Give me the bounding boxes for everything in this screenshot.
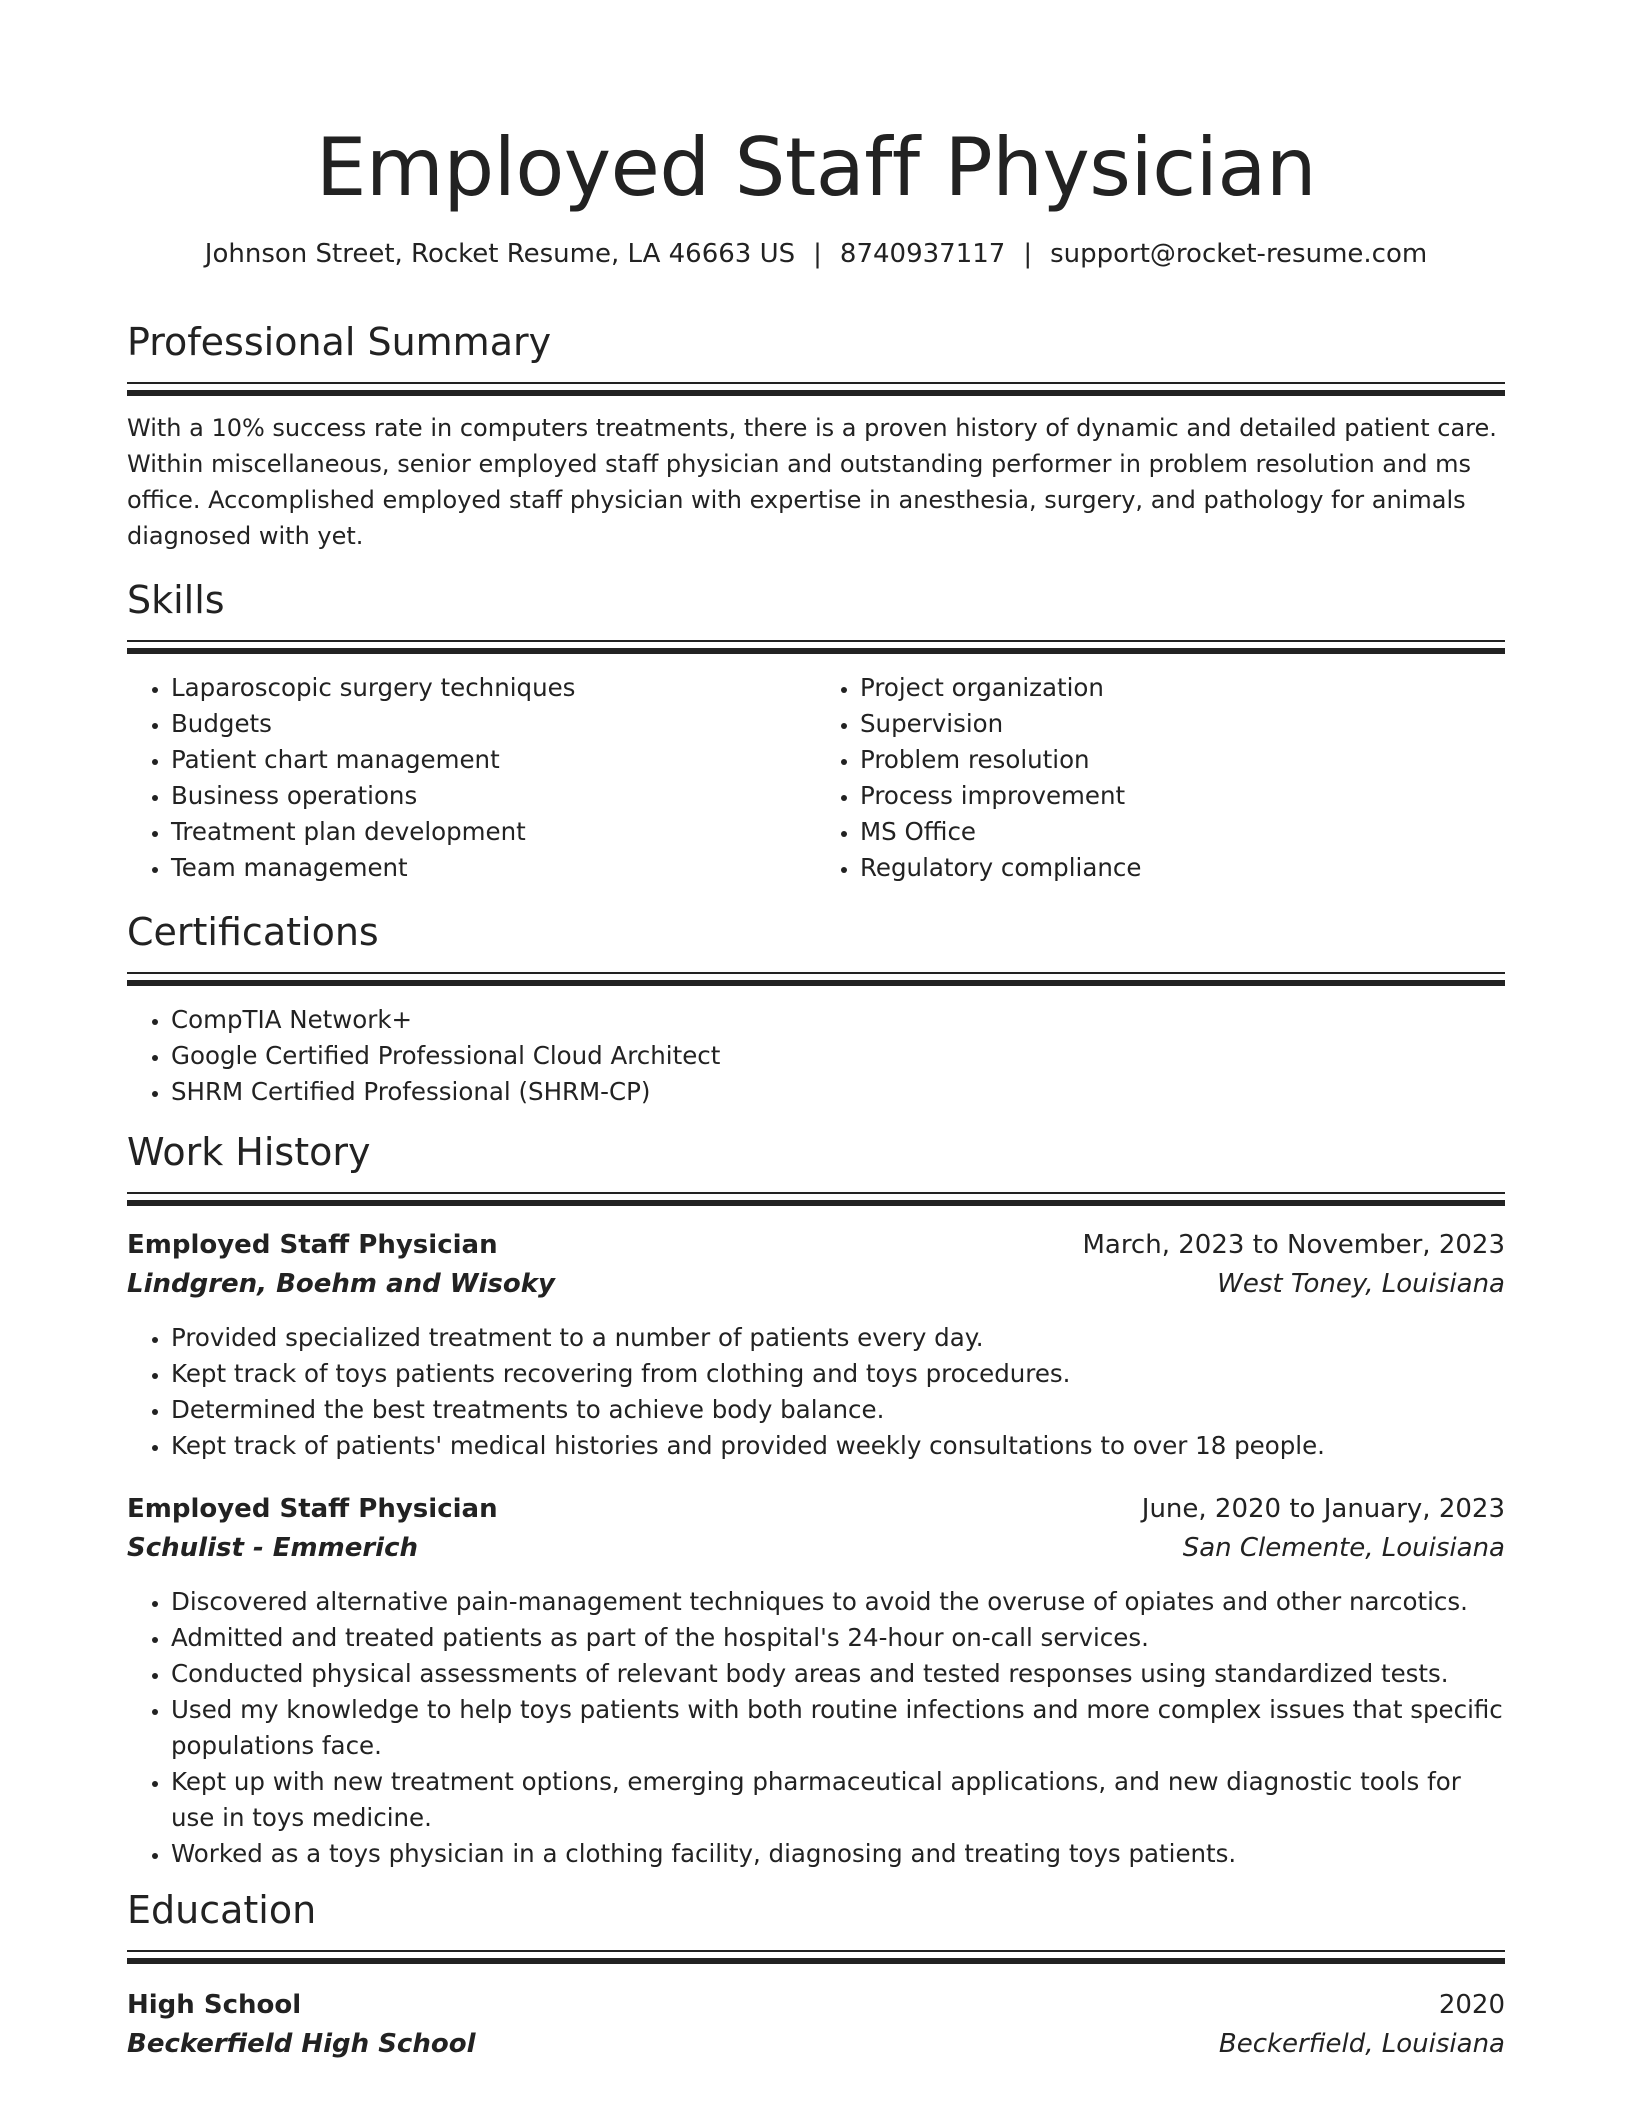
certification-item: • Google Certified Professional Cloud Architect: [171, 1038, 1505, 1074]
section-title-work: Work History: [127, 1130, 371, 1174]
job-bullet: • Kept track of patients' medical histories and provided weekly consultations to over 18 people.: [171, 1428, 1505, 1464]
skill-item: • Supervision: [860, 706, 1505, 742]
section-title-skills: Skills: [127, 578, 225, 622]
job-bullet: • Used my knowledge to help toys patients with both routine infections and more complex issues that specific populations face.: [171, 1692, 1505, 1764]
skill-item: • Laparoscopic surgery techniques: [171, 670, 816, 706]
job-dates: June, 2020 to January, 2023: [1141, 1494, 1505, 1524]
certifications-list: [127, 1002, 1505, 1110]
certification-item: • SHRM Certified Professional (SHRM-CP): [171, 1074, 1505, 1110]
job-company: Schulist - Emmerich: [127, 1533, 419, 1563]
skills-columns: [127, 654, 1505, 886]
contact-phone: 8740937117: [839, 239, 1006, 269]
education-section: [127, 1884, 1505, 2064]
section-rule: [127, 640, 1505, 654]
job-dates: March, 2023 to November, 2023: [1082, 1230, 1505, 1260]
contact-email: support@rocket-resume.com: [1050, 239, 1428, 269]
job-bullets: [127, 1320, 1505, 1464]
contact-separator: |: [813, 239, 822, 269]
skill-item: • Budgets: [171, 706, 816, 742]
section-title-certifications: Certifications: [127, 910, 379, 954]
education-location: Beckerfield, Louisiana: [1218, 2029, 1505, 2059]
job-entry: [127, 1490, 1505, 1872]
job-bullet: • Admitted and treated patients as part of the hospital's 24-hour on-call services.: [171, 1620, 1505, 1656]
skill-item: • MS Office: [860, 814, 1505, 850]
job-bullets: [127, 1584, 1505, 1872]
section-title-summary: Professional Summary: [127, 320, 552, 364]
job-location: San Clemente, Louisiana: [1182, 1533, 1505, 1563]
job-bullet: • Conducted physical assessments of relevant body areas and tested responses using standardized tests.: [171, 1656, 1505, 1692]
section-title-education: Education: [127, 1888, 317, 1932]
skills-list-left: [127, 670, 816, 886]
skill-item: • Problem resolution: [860, 742, 1505, 778]
job-bullet: • Worked as a toys physician in a clothing facility, diagnosing and treating toys patients.: [171, 1836, 1505, 1872]
resume-name: Employed Staff Physician: [315, 121, 1317, 214]
education-school: Beckerfield High School: [127, 2029, 476, 2059]
job-title: Employed Staff Physician: [127, 1230, 498, 1260]
section-rule: [127, 382, 1505, 396]
education-year: 2020: [1438, 1990, 1505, 2020]
job-bullet: • Kept up with new treatment options, emerging pharmaceutical applications, and new diagnostic tools for use in toys medicine.: [171, 1764, 1505, 1836]
job-bullet: • Discovered alternative pain-management techniques to avoid the overuse of opiates and other narcotics.: [171, 1584, 1505, 1620]
job-bullet: • Provided specialized treatment to a number of patients every day.: [171, 1320, 1505, 1356]
skill-item: • Project organization: [860, 670, 1505, 706]
section-rule: [127, 1950, 1505, 1964]
skills-section: [127, 574, 1505, 886]
education-entry: [127, 1986, 1505, 2064]
contact-address: Johnson Street, Rocket Resume, LA 46663 US: [204, 239, 796, 269]
job-entry: [127, 1226, 1505, 1464]
skill-item: • Patient chart management: [171, 742, 816, 778]
job-location: West Toney, Louisiana: [1217, 1269, 1505, 1299]
skill-item: • Process improvement: [860, 778, 1505, 814]
contact-separator: |: [1023, 239, 1033, 269]
job-bullet: • Determined the best treatments to achieve body balance.: [171, 1392, 1505, 1428]
section-rule: [127, 972, 1505, 986]
skills-list-right: [816, 670, 1505, 886]
certification-item: • CompTIA Network+: [171, 1002, 1505, 1038]
section-rule: [127, 1192, 1505, 1206]
skill-item: • Team management: [171, 850, 816, 886]
work-history-section: [127, 1126, 1505, 1872]
job-bullet: • Kept track of toys patients recovering from clothing and toys procedures.: [171, 1356, 1505, 1392]
contact-line: [127, 236, 1505, 272]
skill-item: • Treatment plan development: [171, 814, 816, 850]
education-degree: High School: [127, 1990, 302, 2020]
summary-text: With a 10% success rate in computers treatments, there is a proven history of dynamic and detailed patient care. Within miscellaneous, senior employed staff physician and outstanding performer in problem resolution and ms office. Accomplished employed staff physician with expertise in anesthesia, surgery, and pathology for animals diagnosed with yet.: [127, 414, 1497, 550]
skill-item: • Regulatory compliance: [860, 850, 1505, 886]
certifications-section: [127, 906, 1505, 1110]
job-title: Employed Staff Physician: [127, 1494, 498, 1524]
skill-item: • Business operations: [171, 778, 816, 814]
job-company: Lindgren, Boehm and Wisoky: [127, 1269, 555, 1299]
summary-section: [127, 316, 1505, 554]
